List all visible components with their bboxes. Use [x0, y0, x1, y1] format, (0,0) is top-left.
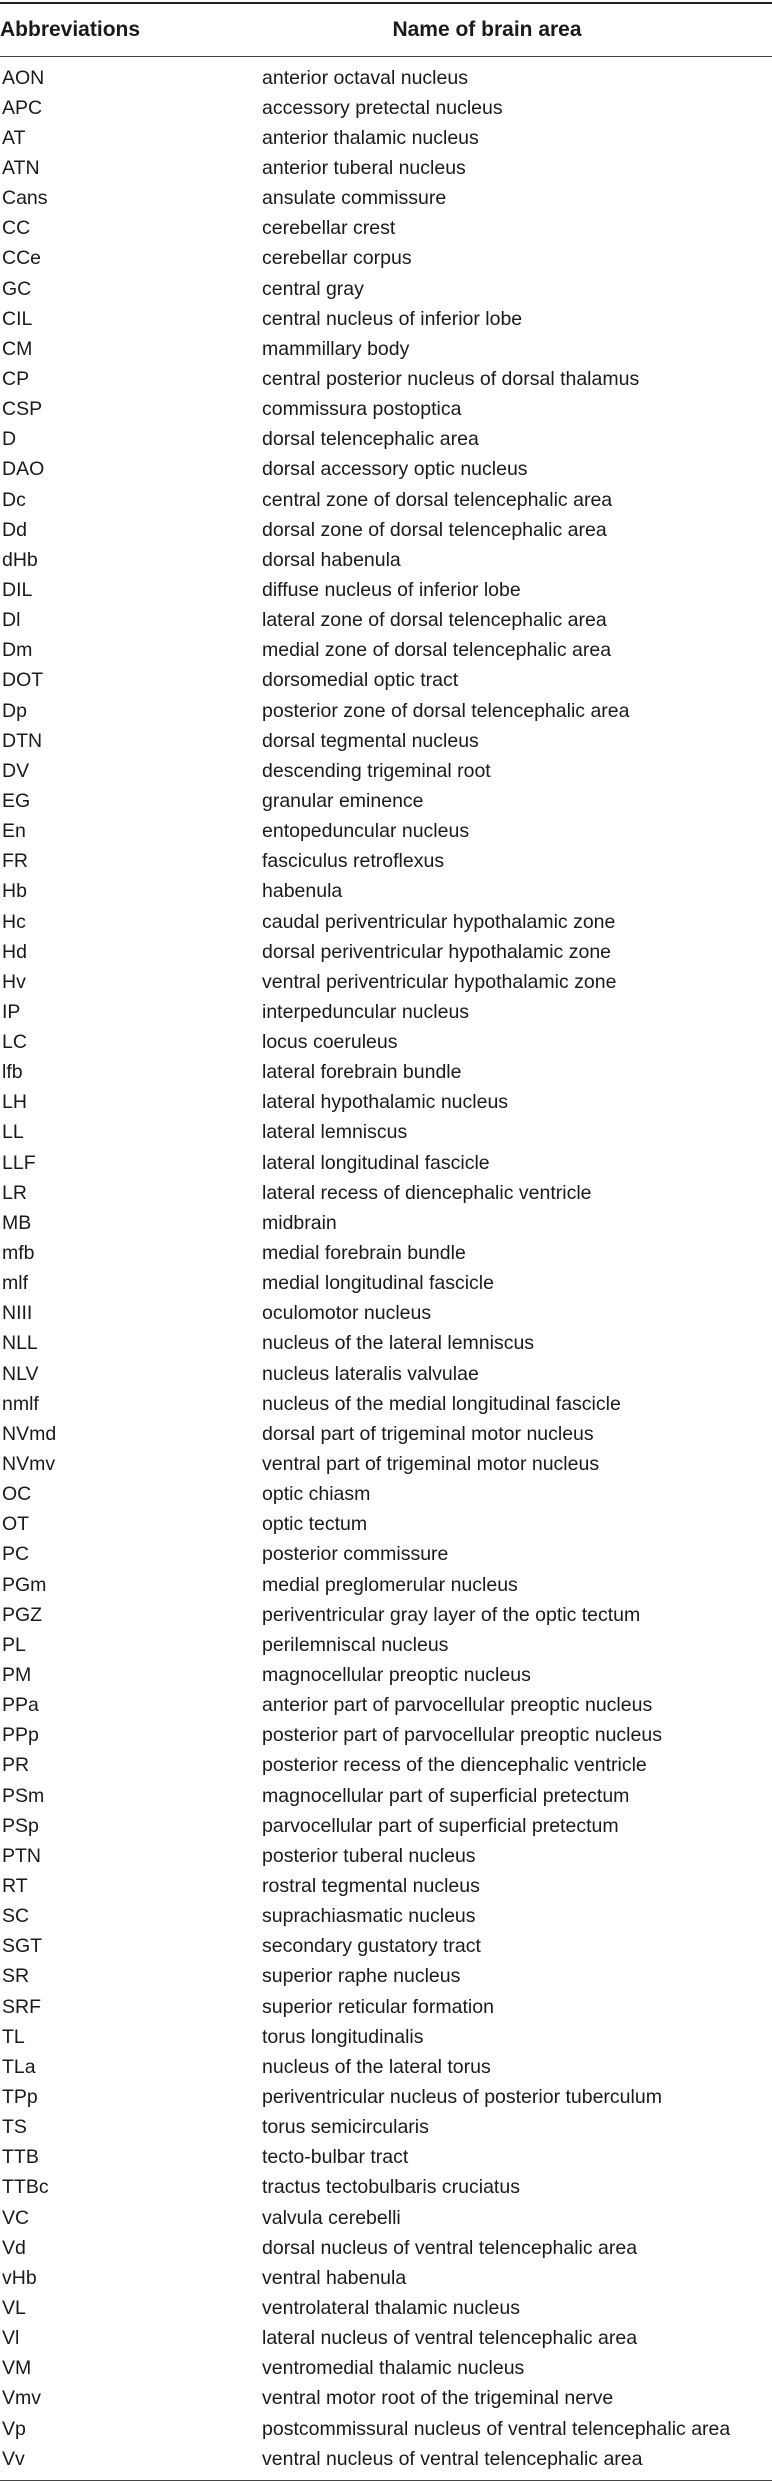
- brain-area-name-cell: dorsal zone of dorsal telencephalic area: [262, 518, 607, 541]
- abbreviation-cell: TPp: [2, 2085, 38, 2108]
- brain-area-name-cell: ventral part of trigeminal motor nucleus: [262, 1453, 600, 1476]
- abbreviation-cell: VC: [2, 2206, 30, 2229]
- brain-area-name-cell: periventricular nucleus of posterior tuberculum: [262, 2085, 662, 2108]
- brain-area-name-cell: torus semicircularis: [262, 2116, 429, 2139]
- brain-area-name-cell: lateral recess of diencephalic ventricle: [262, 1181, 592, 1204]
- abbreviation-cell: Vl: [2, 2327, 20, 2350]
- abbreviation-cell: SR: [2, 1965, 30, 1988]
- abbreviation-cell: LH: [2, 1091, 27, 1114]
- table-row: [0, 726, 772, 756]
- table-row: [0, 756, 772, 786]
- table-row: [0, 545, 772, 575]
- table-row: [0, 636, 772, 666]
- brain-area-name-cell: nucleus lateralis valvulae: [262, 1362, 479, 1385]
- abbreviation-cell: SC: [2, 1905, 30, 1928]
- brain-area-name-cell: ansulate commissure: [262, 187, 447, 210]
- abbreviation-cell: Hd: [2, 940, 27, 963]
- table-row: [0, 1269, 772, 1299]
- abbreviation-cell: OT: [2, 1513, 30, 1536]
- brain-area-name-cell: anterior octaval nucleus: [262, 66, 468, 89]
- abbreviation-cell: AON: [2, 66, 45, 89]
- abbreviation-cell: LL: [2, 1121, 24, 1144]
- abbreviation-cell: TL: [2, 2025, 25, 2048]
- table-row: [0, 817, 772, 847]
- brain-area-name-cell: dorsal periventricular hypothalamic zone: [262, 940, 612, 963]
- table-body: [0, 57, 772, 2474]
- abbreviation-cell: PR: [2, 1754, 30, 1777]
- brain-area-name-cell: suprachiasmatic nucleus: [262, 1905, 476, 1928]
- table-row: [0, 63, 772, 93]
- brain-area-name-cell: anterior tuberal nucleus: [262, 156, 466, 179]
- table-row: [0, 1570, 772, 1600]
- abbreviation-cell: APC: [2, 96, 43, 119]
- table-row: [0, 2444, 772, 2474]
- abbreviation-cell: mlf: [2, 1272, 28, 1295]
- brain-area-name-cell: rostral tegmental nucleus: [262, 1875, 480, 1897]
- abbreviation-cell: CSP: [2, 398, 43, 421]
- abbreviation-cell: Vmv: [2, 2387, 41, 2410]
- table-row: [0, 1449, 772, 1479]
- abbreviation-cell: Dp: [2, 699, 27, 722]
- abbreviation-cell: DTN: [2, 729, 43, 752]
- brain-area-name-cell: ventral habenula: [262, 2266, 407, 2289]
- table-row: [0, 485, 772, 515]
- brain-area-name-cell: periventricular gray layer of the optic tectum: [262, 1603, 641, 1626]
- table-row: [0, 425, 772, 455]
- abbreviation-cell: lfb: [2, 1061, 23, 1084]
- table-row: [0, 1238, 772, 1268]
- brain-area-name-cell: superior raphe nucleus: [262, 1965, 461, 1988]
- brain-area-name-cell: tecto-bulbar tract: [262, 2146, 409, 2169]
- table-row: [0, 2354, 772, 2384]
- table-row: [0, 1088, 772, 1118]
- abbreviation-cell: Cans: [2, 187, 48, 210]
- table-row: [0, 1148, 772, 1178]
- table-row: [0, 304, 772, 334]
- brain-area-name-cell: anterior part of parvocellular preoptic nucleus: [262, 1694, 653, 1717]
- table-row: [0, 606, 772, 636]
- table-row: [0, 2203, 772, 2233]
- table-row: [0, 244, 772, 274]
- abbreviation-cell: LLF: [2, 1151, 36, 1174]
- brain-area-name-cell: nucleus of the lateral lemniscus: [262, 1332, 535, 1355]
- brain-area-name-cell: entopeduncular nucleus: [262, 820, 470, 843]
- abbreviation-cell: GC: [2, 277, 32, 300]
- brain-area-name-cell: medial forebrain bundle: [262, 1242, 466, 1265]
- abbreviation-cell: PGm: [2, 1573, 47, 1596]
- brain-area-name-cell: torus longitudinalis: [262, 2025, 424, 2048]
- abbreviation-cell: TTB: [2, 2146, 39, 2169]
- abbreviation-cell: PPp: [2, 1724, 39, 1747]
- table-row: [0, 2143, 772, 2173]
- table-row: [0, 184, 772, 214]
- table-row: [0, 1660, 772, 1690]
- brain-area-name-cell: optic tectum: [262, 1513, 368, 1536]
- abbreviation-cell: NLL: [2, 1332, 38, 1355]
- table-row: [0, 2263, 772, 2293]
- header-brain-area-name: Name of brain area: [392, 18, 582, 41]
- table-row: [0, 214, 772, 244]
- abbreviation-cell: PGZ: [2, 1603, 43, 1626]
- table-row: [0, 1419, 772, 1449]
- brain-area-name-cell: ventral periventricular hypothalamic zone: [262, 970, 617, 993]
- brain-area-name-cell: central nucleus of inferior lobe: [262, 307, 523, 330]
- abbreviation-cell: mfb: [2, 1242, 35, 1265]
- brain-area-name-cell: optic chiasm: [262, 1483, 371, 1506]
- abbreviation-cell: DV: [2, 759, 30, 782]
- abbreviation-cell: En: [2, 820, 26, 843]
- brain-area-name-cell: secondary gustatory tract: [262, 1935, 481, 1958]
- brain-area-name-cell: granular eminence: [262, 789, 424, 812]
- table-row: [0, 2233, 772, 2263]
- table-row: [0, 1811, 772, 1841]
- abbreviation-cell: AT: [2, 126, 26, 149]
- abbreviation-cell: Hv: [2, 970, 26, 993]
- abbreviation-cell: PM: [2, 1664, 32, 1687]
- abbreviation-cell: PC: [2, 1543, 30, 1566]
- brain-area-name-cell: parvocellular part of superficial pretectum: [262, 1814, 619, 1837]
- abbreviation-cell: TTBc: [2, 2176, 49, 2199]
- brain-area-name-cell: dorsomedial optic tract: [262, 669, 459, 692]
- abbreviation-cell: TLa: [2, 2055, 36, 2078]
- table-row: [0, 1902, 772, 1932]
- abbreviation-cell: RT: [2, 1875, 28, 1897]
- brain-area-name-cell: posterior tuberal nucleus: [262, 1844, 476, 1867]
- brain-area-name-cell: central posterior nucleus of dorsal thalamus: [262, 367, 640, 390]
- brain-area-name-cell: anterior thalamic nucleus: [262, 126, 479, 149]
- abbreviation-cell: Hc: [2, 910, 26, 933]
- brain-area-name-cell: tractus tectobulbaris cruciatus: [262, 2176, 520, 2199]
- abbreviation-cell: CCe: [2, 247, 42, 270]
- brain-area-name-cell: lateral zone of dorsal telencephalic area: [262, 609, 607, 632]
- table-row: [0, 1992, 772, 2022]
- abbreviation-cell: SGT: [2, 1935, 43, 1958]
- table-row: [0, 696, 772, 726]
- table-row: [0, 1359, 772, 1389]
- brain-area-name-cell: mammillary body: [262, 337, 410, 360]
- abbreviation-cell: PTN: [2, 1844, 41, 1867]
- abbreviation-cell: CC: [2, 217, 31, 240]
- abbreviation-cell: DOT: [2, 669, 44, 692]
- brain-area-name-cell: perilemniscal nucleus: [262, 1633, 449, 1656]
- abbreviation-cell: LC: [2, 1031, 27, 1054]
- table-row: [0, 334, 772, 364]
- brain-area-name-cell: magnocellular preoptic nucleus: [262, 1664, 531, 1687]
- table-row: [0, 364, 772, 394]
- brain-area-name-cell: accessory pretectal nucleus: [262, 96, 503, 119]
- abbreviation-cell: Dl: [2, 609, 21, 632]
- table-row: [0, 1781, 772, 1811]
- table-row: [0, 1058, 772, 1088]
- table-row: [0, 1600, 772, 1630]
- abbreviation-cell: PPa: [2, 1694, 39, 1717]
- table-row: [0, 455, 772, 485]
- brain-area-name-cell: posterior recess of the diencephalic ventricle: [262, 1754, 647, 1777]
- table-row: [0, 2414, 772, 2444]
- abbreviation-cell: PSm: [2, 1784, 45, 1807]
- table-row: [0, 1751, 772, 1781]
- abbreviation-cell: LR: [2, 1181, 27, 1204]
- table-row: [0, 274, 772, 304]
- table-header-row: [0, 4, 772, 56]
- table-row: [0, 1871, 772, 1901]
- abbreviation-cell: VM: [2, 2357, 32, 2380]
- abbreviation-cell: FR: [2, 850, 28, 873]
- abbreviation-cell: nmlf: [2, 1392, 39, 1415]
- brain-area-name-cell: dorsal habenula: [262, 548, 401, 571]
- table-row: [0, 123, 772, 153]
- brain-area-name-cell: diffuse nucleus of inferior lobe: [262, 578, 521, 601]
- abbreviation-cell: CP: [2, 367, 30, 390]
- table-row: [0, 1630, 772, 1660]
- table-row: [0, 2173, 772, 2203]
- brain-area-name-cell: posterior part of parvocellular preoptic nucleus: [262, 1724, 662, 1747]
- table-row: [0, 2384, 772, 2414]
- table-row: [0, 93, 772, 123]
- abbreviation-cell: ATN: [2, 156, 40, 179]
- brain-area-name-cell: locus coeruleus: [262, 1031, 398, 1054]
- table-row: [0, 153, 772, 183]
- brain-area-name-cell: lateral nucleus of ventral telencephalic area: [262, 2327, 638, 2350]
- brain-area-name-cell: descending trigeminal root: [262, 759, 491, 782]
- table-row: [0, 1691, 772, 1721]
- table-row: [0, 575, 772, 605]
- abbreviation-cell: CIL: [2, 307, 33, 330]
- table-row: [0, 967, 772, 997]
- header-abbreviations: Abbreviations: [0, 18, 141, 41]
- brain-area-name-cell: cerebellar corpus: [262, 247, 412, 270]
- brain-area-name-cell: cerebellar crest: [262, 217, 396, 240]
- abbreviation-cell: NIII: [2, 1302, 33, 1325]
- brain-area-name-cell: lateral longitudinal fascicle: [262, 1151, 490, 1174]
- abbreviation-cell: D: [2, 428, 17, 451]
- brain-area-name-cell: lateral lemniscus: [262, 1121, 408, 1144]
- table-row: [0, 937, 772, 967]
- table-row: [0, 1480, 772, 1510]
- abbreviation-cell: Vv: [2, 2447, 25, 2470]
- brain-area-name-cell: posterior zone of dorsal telencephalic area: [262, 699, 630, 722]
- brain-area-name-cell: valvula cerebelli: [262, 2206, 401, 2229]
- abbreviation-cell: MB: [2, 1211, 32, 1234]
- abbreviation-cell: TS: [2, 2116, 27, 2139]
- abbreviation-cell: dHb: [2, 548, 38, 571]
- table-row: [0, 1028, 772, 1058]
- abbreviation-cell: OC: [2, 1483, 32, 1506]
- table-row: [0, 395, 772, 425]
- brain-area-name-cell: superior reticular formation: [262, 1995, 494, 2018]
- abbreviation-cell: DAO: [2, 458, 45, 481]
- abbreviation-cell: SRF: [2, 1995, 41, 2018]
- brain-area-name-cell: lateral hypothalamic nucleus: [262, 1091, 509, 1114]
- table-row: [0, 1962, 772, 1992]
- table-row: [0, 1721, 772, 1751]
- table-row: [0, 786, 772, 816]
- brain-area-name-cell: dorsal tegmental nucleus: [262, 729, 479, 752]
- brain-area-name-cell: ventromedial thalamic nucleus: [262, 2357, 525, 2380]
- table-row: [0, 1540, 772, 1570]
- brain-area-name-cell: oculomotor nucleus: [262, 1302, 432, 1325]
- abbreviation-cell: PSp: [2, 1814, 39, 1837]
- table-row: [0, 666, 772, 696]
- brain-area-name-cell: posterior commissure: [262, 1543, 449, 1566]
- brain-area-name-cell: nucleus of the lateral torus: [262, 2055, 491, 2078]
- table-row: [0, 1299, 772, 1329]
- abbreviation-cell: Hb: [2, 880, 27, 903]
- table-row: [0, 2293, 772, 2323]
- table-row: [0, 1118, 772, 1148]
- table-row: [0, 1510, 772, 1540]
- brain-area-name-cell: postcommissural nucleus of ventral telencephalic area: [262, 2417, 731, 2440]
- brain-area-name-cell: midbrain: [262, 1211, 337, 1234]
- abbreviation-cell: DIL: [2, 578, 33, 601]
- abbreviation-cell: VL: [2, 2296, 26, 2319]
- abbreviation-cell: Dd: [2, 518, 27, 541]
- brain-area-name-cell: medial preglomerular nucleus: [262, 1573, 518, 1596]
- brain-area-name-cell: dorsal part of trigeminal motor nucleus: [262, 1422, 594, 1445]
- table-row: [0, 997, 772, 1027]
- abbreviation-cell: NVmd: [2, 1422, 57, 1445]
- brain-area-name-cell: dorsal nucleus of ventral telencephalic area: [262, 2236, 638, 2259]
- table-row: [0, 1208, 772, 1238]
- brain-area-name-cell: commissura postoptica: [262, 398, 462, 421]
- brain-area-name-cell: ventral nucleus of ventral telencephalic area: [262, 2447, 643, 2470]
- brain-area-name-cell: interpeduncular nucleus: [262, 1000, 470, 1023]
- table-row: [0, 1389, 772, 1419]
- abbreviation-cell: Dm: [2, 639, 33, 662]
- table-row: [0, 2113, 772, 2143]
- brain-area-name-cell: medial zone of dorsal telencephalic area: [262, 639, 612, 662]
- table-row: [0, 877, 772, 907]
- abbreviation-cell: vHb: [2, 2266, 37, 2289]
- abbreviation-cell: NLV: [2, 1362, 39, 1385]
- brain-area-name-cell: magnocellular part of superficial pretectum: [262, 1784, 630, 1807]
- table-row: [0, 2022, 772, 2052]
- abbreviation-cell: NVmv: [2, 1453, 56, 1476]
- abbreviation-cell: PL: [2, 1633, 26, 1656]
- brain-area-name-cell: caudal periventricular hypothalamic zone: [262, 910, 616, 933]
- brain-area-name-cell: central gray: [262, 277, 364, 300]
- brain-area-name-cell: dorsal telencephalic area: [262, 428, 479, 451]
- table-row: [0, 2324, 772, 2354]
- abbreviation-cell: EG: [2, 789, 31, 812]
- brain-area-name-cell: nucleus of the medial longitudinal fascicle: [262, 1392, 621, 1415]
- table-row: [0, 847, 772, 877]
- brain-area-name-cell: central zone of dorsal telencephalic area: [262, 488, 613, 511]
- table-row: [0, 1932, 772, 1962]
- abbreviation-cell: CM: [2, 337, 33, 360]
- brain-area-name-cell: ventral motor root of the trigeminal nerve: [262, 2387, 614, 2410]
- table-row: [0, 2082, 772, 2112]
- table-row: [0, 1841, 772, 1871]
- brain-area-name-cell: habenula: [262, 880, 343, 903]
- brain-area-name-cell: ventrolateral thalamic nucleus: [262, 2296, 520, 2319]
- table-row: [0, 515, 772, 545]
- abbreviation-cell: Vd: [2, 2236, 26, 2259]
- brain-area-name-cell: dorsal accessory optic nucleus: [262, 458, 528, 481]
- table-row: [0, 1329, 772, 1359]
- brain-area-name-cell: medial longitudinal fascicle: [262, 1272, 494, 1295]
- abbreviation-cell: Dc: [2, 488, 26, 511]
- brain-area-name-cell: fasciculus retroflexus: [262, 850, 445, 873]
- table-row: [0, 2052, 772, 2082]
- brain-area-name-cell: lateral forebrain bundle: [262, 1061, 462, 1084]
- table-row: [0, 1178, 772, 1208]
- abbreviation-cell: Vp: [2, 2417, 26, 2440]
- table-row: [0, 907, 772, 937]
- abbreviation-cell: IP: [2, 1000, 21, 1023]
